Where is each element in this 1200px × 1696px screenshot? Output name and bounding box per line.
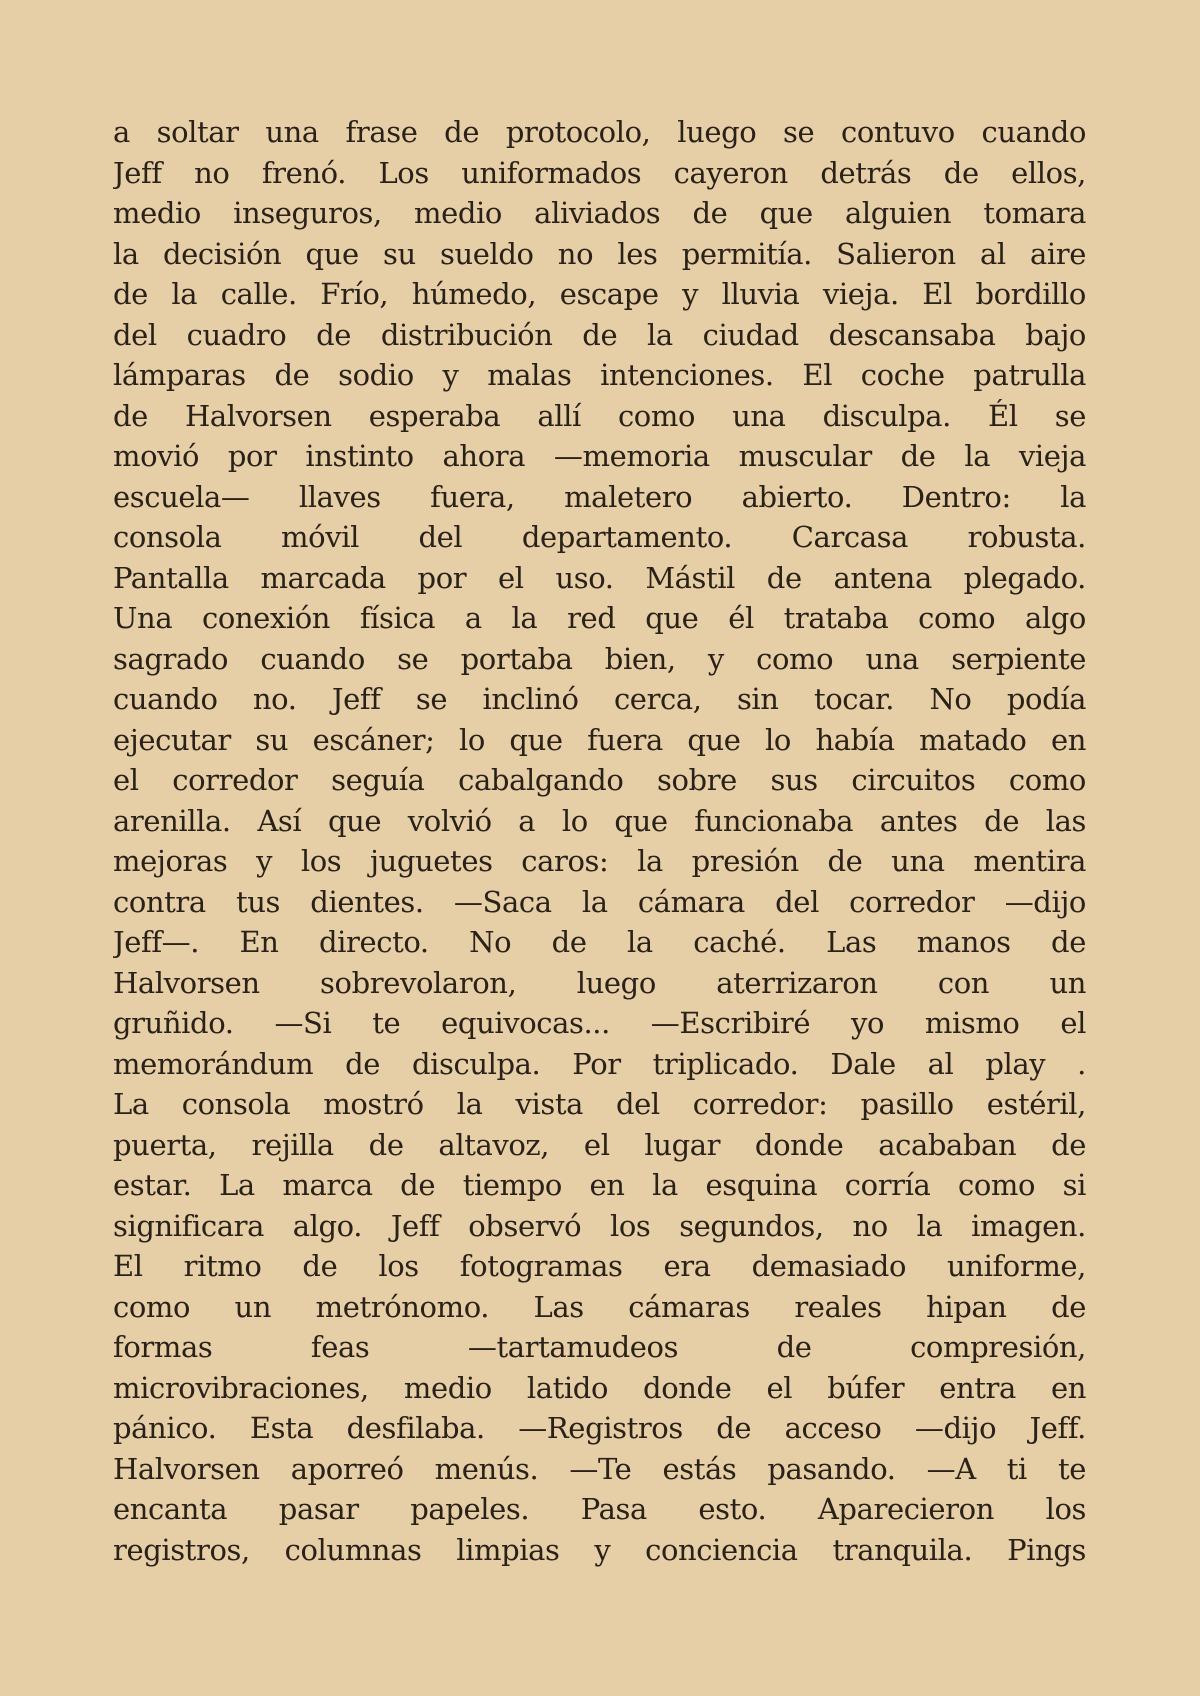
text-line: consola móvil del departamento. Carcasa robusta. <box>113 520 1086 554</box>
text-line: puerta, rejilla de altavoz, el lugar donde acababan de <box>113 1127 1086 1162</box>
text-line: Jeff no frenó. Los uniformados cayeron detrás de ellos, <box>113 155 1086 190</box>
text-line: como un metrónomo. Las cámaras reales hipan de <box>113 1289 1086 1324</box>
body-text <box>113 112 1086 1570</box>
text-line: contra tus dientes. —Saca la cámara del corredor —dijo <box>113 884 1086 919</box>
text-line: microvibraciones, medio latido donde el búfer entra en <box>113 1370 1086 1405</box>
text-line: Halvorsen sobrevolaron, luego aterrizaron con un <box>113 965 1086 1000</box>
text-line: encanta pasar papeles. Pasa esto. Aparecieron los <box>113 1492 1086 1526</box>
text-line: arenilla. Así que volvió a lo que funcionaba antes de las <box>113 803 1086 838</box>
text-line: registros, columnas limpias y conciencia tranquila. Pings <box>113 1532 1086 1567</box>
text-line: escuela— llaves fuera, maletero abierto. Dentro: la <box>113 479 1086 514</box>
text-line: La consola mostró la vista del corredor: pasillo estéril, <box>113 1087 1086 1121</box>
text-line: pánico. Esta desfilaba. —Registros de acceso —dijo Jeff. <box>113 1411 1086 1445</box>
text-line: Una conexión física a la red que él trataba como algo <box>113 601 1086 635</box>
text-line: significara algo. Jeff observó los segundos, no la imagen. <box>113 1208 1086 1243</box>
text-line: ejecutar su escáner; lo que fuera que lo había matado en <box>113 722 1086 757</box>
text-line: medio inseguros, medio aliviados de que alguien tomara <box>113 196 1086 230</box>
text-line: la decisión que su sueldo no les permitía. Salieron al aire <box>113 236 1086 271</box>
text-line: gruñido. —Si te equivocas... —Escribiré yo mismo el <box>113 1006 1086 1040</box>
text-line: de la calle. Frío, húmedo, escape y lluvia vieja. El bordillo <box>113 277 1086 311</box>
text-line: de Halvorsen esperaba allí como una disculpa. Él se <box>113 398 1086 433</box>
text-line: cuando no. Jeff se inclinó cerca, sin tocar. No podía <box>113 682 1086 716</box>
text-line: Jeff—. En directo. No de la caché. Las manos de <box>113 925 1086 959</box>
text-line: memorándum de disculpa. Por triplicado. Dale al play . <box>113 1046 1086 1081</box>
text-line: sagrado cuando se portaba bien, y como una serpiente <box>113 641 1086 676</box>
text-line: estar. La marca de tiempo en la esquina corría como si <box>113 1168 1086 1202</box>
text-line: mejoras y los juguetes caros: la presión de una mentira <box>113 844 1086 878</box>
text-line: del cuadro de distribución de la ciudad descansaba bajo <box>113 317 1086 352</box>
text-line: El ritmo de los fotogramas era demasiado uniforme, <box>113 1249 1086 1283</box>
text-line: movió por instinto ahora —memoria muscular de la vieja <box>113 439 1086 473</box>
text-line: lámparas de sodio y malas intenciones. El coche patrulla <box>113 358 1086 392</box>
text-line: el corredor seguía cabalgando sobre sus circuitos como <box>113 763 1086 797</box>
text-line: Halvorsen aporreó menús. —Te estás pasando. —A ti te <box>113 1451 1086 1486</box>
text-line: formas feas —tartamudeos de compresión, <box>113 1330 1086 1364</box>
text-line: Pantalla marcada por el uso. Mástil de antena plegado. <box>113 560 1086 595</box>
text-line: a soltar una frase de protocolo, luego se contuvo cuando <box>113 115 1086 149</box>
